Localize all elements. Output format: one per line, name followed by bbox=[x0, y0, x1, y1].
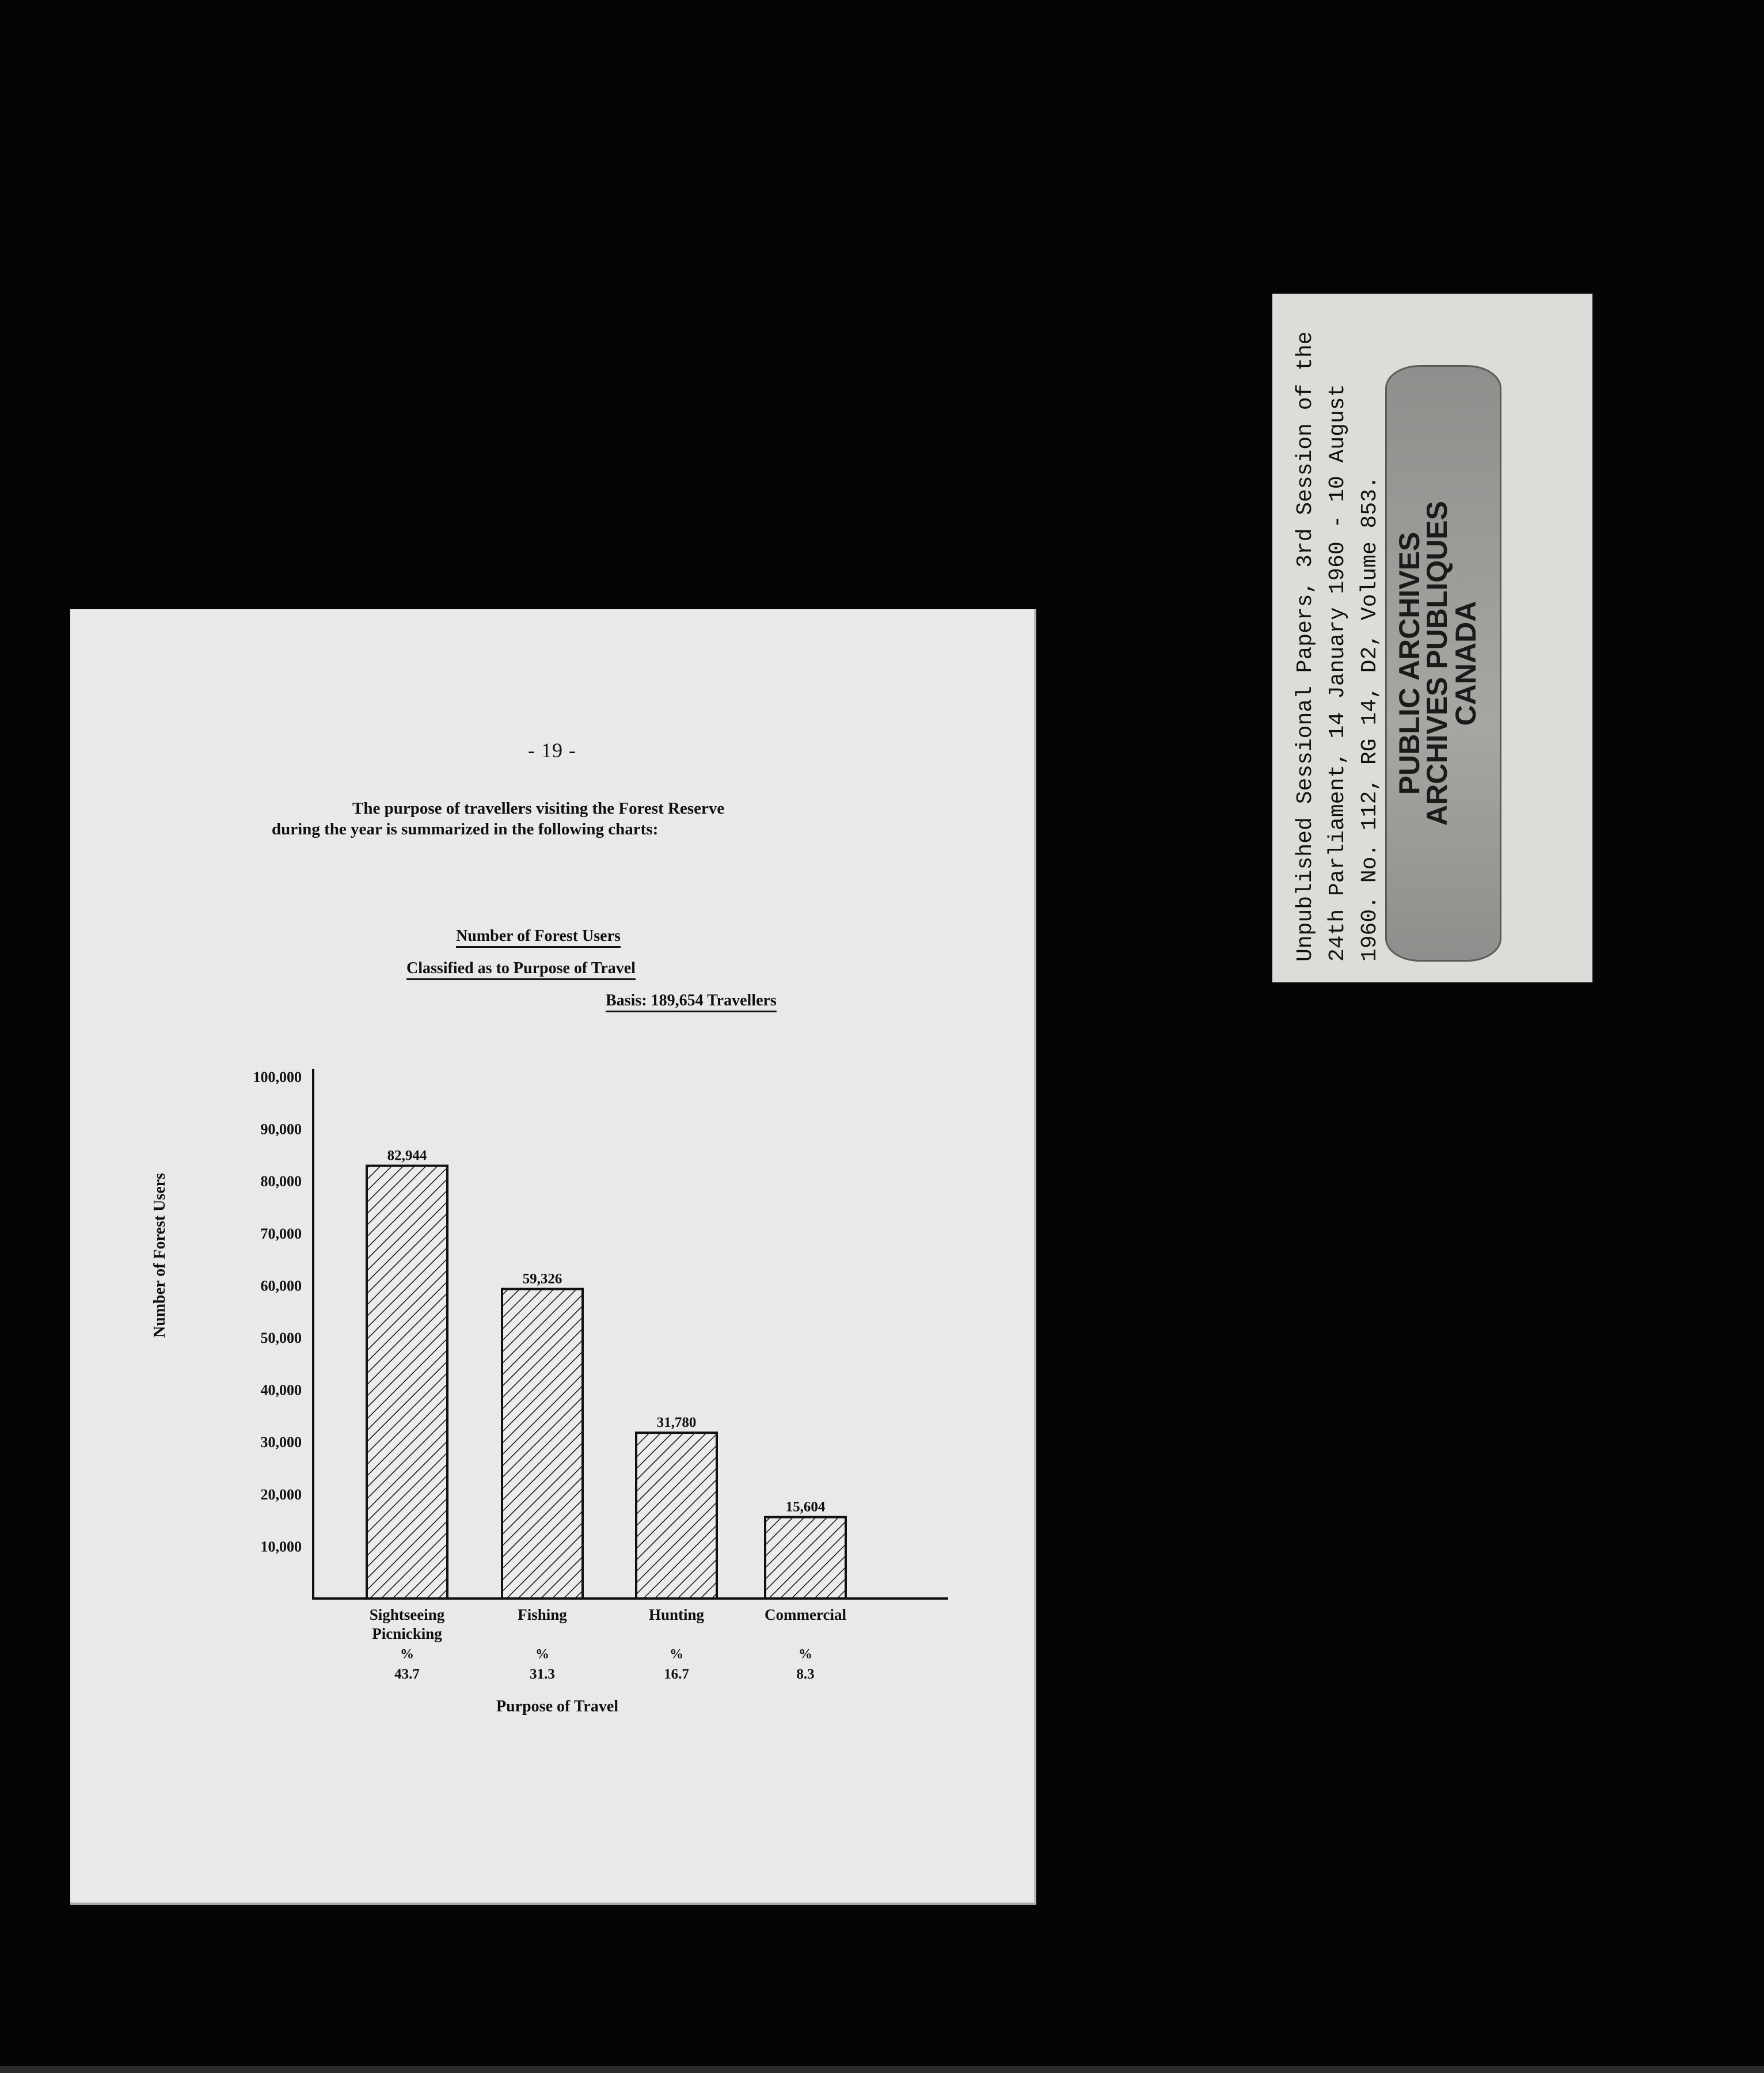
archive-caption-line-3: 1960. No. 112, RG 14, D2, Volume 853. bbox=[1358, 476, 1382, 962]
percent-sign: % bbox=[535, 1647, 549, 1662]
y-tick-label: 40,000 bbox=[260, 1381, 302, 1399]
archive-caption-line-2: 24th Parliament, 14 January 1960 - 10 August bbox=[1325, 384, 1350, 962]
percent-value: 43.7 bbox=[394, 1666, 420, 1682]
seal-line-2: ARCHIVES PUBLIQUES bbox=[1421, 501, 1453, 826]
chart-title: Number of Forest Users bbox=[456, 927, 621, 945]
x-category-label: Commercial bbox=[765, 1606, 846, 1623]
percent-value: 16.7 bbox=[664, 1666, 689, 1682]
bar bbox=[636, 1433, 717, 1599]
page-number: - 19 - bbox=[528, 739, 576, 762]
y-tick-label: 60,000 bbox=[260, 1277, 302, 1294]
y-tick-label: 70,000 bbox=[260, 1225, 302, 1242]
bar-value-label: 59,326 bbox=[522, 1271, 562, 1287]
chart-subtitle: Classified as to Purpose of Travel bbox=[406, 959, 636, 977]
archive-caption-line-1: Unpublished Sessional Papers, 3rd Session of the bbox=[1293, 331, 1318, 962]
percent-sign: % bbox=[670, 1647, 683, 1662]
percent-value: 8.3 bbox=[796, 1666, 815, 1682]
bar bbox=[502, 1289, 583, 1599]
percent-sign: % bbox=[400, 1647, 414, 1662]
y-tick-label: 50,000 bbox=[260, 1330, 302, 1346]
archive-stamp bbox=[1272, 294, 1592, 982]
y-tick-label: 90,000 bbox=[260, 1121, 302, 1138]
percent-value: 31.3 bbox=[530, 1666, 555, 1682]
bar-value-label: 15,604 bbox=[785, 1499, 826, 1515]
chart-basis: Basis: 189,654 Travellers bbox=[606, 992, 777, 1009]
bar-value-label: 31,780 bbox=[656, 1415, 697, 1431]
archives-seal bbox=[1385, 365, 1501, 962]
x-category-label: Sightseeing Picnicking bbox=[369, 1606, 445, 1642]
y-axis-label: Number of Forest Users bbox=[151, 1173, 169, 1338]
film-edge bbox=[0, 2066, 1764, 2073]
bar bbox=[765, 1517, 846, 1599]
y-tick-label: 10,000 bbox=[260, 1538, 302, 1555]
seal-line-1: PUBLIC ARCHIVES bbox=[1393, 531, 1425, 795]
x-axis-label: Purpose of Travel bbox=[496, 1698, 619, 1715]
intro-line-1: The purpose of travellers visiting the Forest Reserve bbox=[352, 799, 725, 818]
y-tick-label: 20,000 bbox=[260, 1486, 302, 1503]
x-category-label: Hunting bbox=[648, 1606, 705, 1623]
x-category-label: Fishing bbox=[518, 1606, 567, 1623]
bar bbox=[367, 1166, 447, 1599]
y-tick-label: 30,000 bbox=[260, 1434, 302, 1451]
intro-line-2: during the year is summarized in the following charts: bbox=[272, 820, 659, 838]
document-page bbox=[70, 609, 1036, 1905]
seal-line-3: CANADA bbox=[1450, 601, 1482, 726]
bar-value-label: 82,944 bbox=[387, 1148, 427, 1164]
y-tick-label: 100,000 bbox=[253, 1069, 302, 1085]
percent-sign: % bbox=[799, 1647, 812, 1662]
y-tick-label: 80,000 bbox=[260, 1173, 302, 1190]
